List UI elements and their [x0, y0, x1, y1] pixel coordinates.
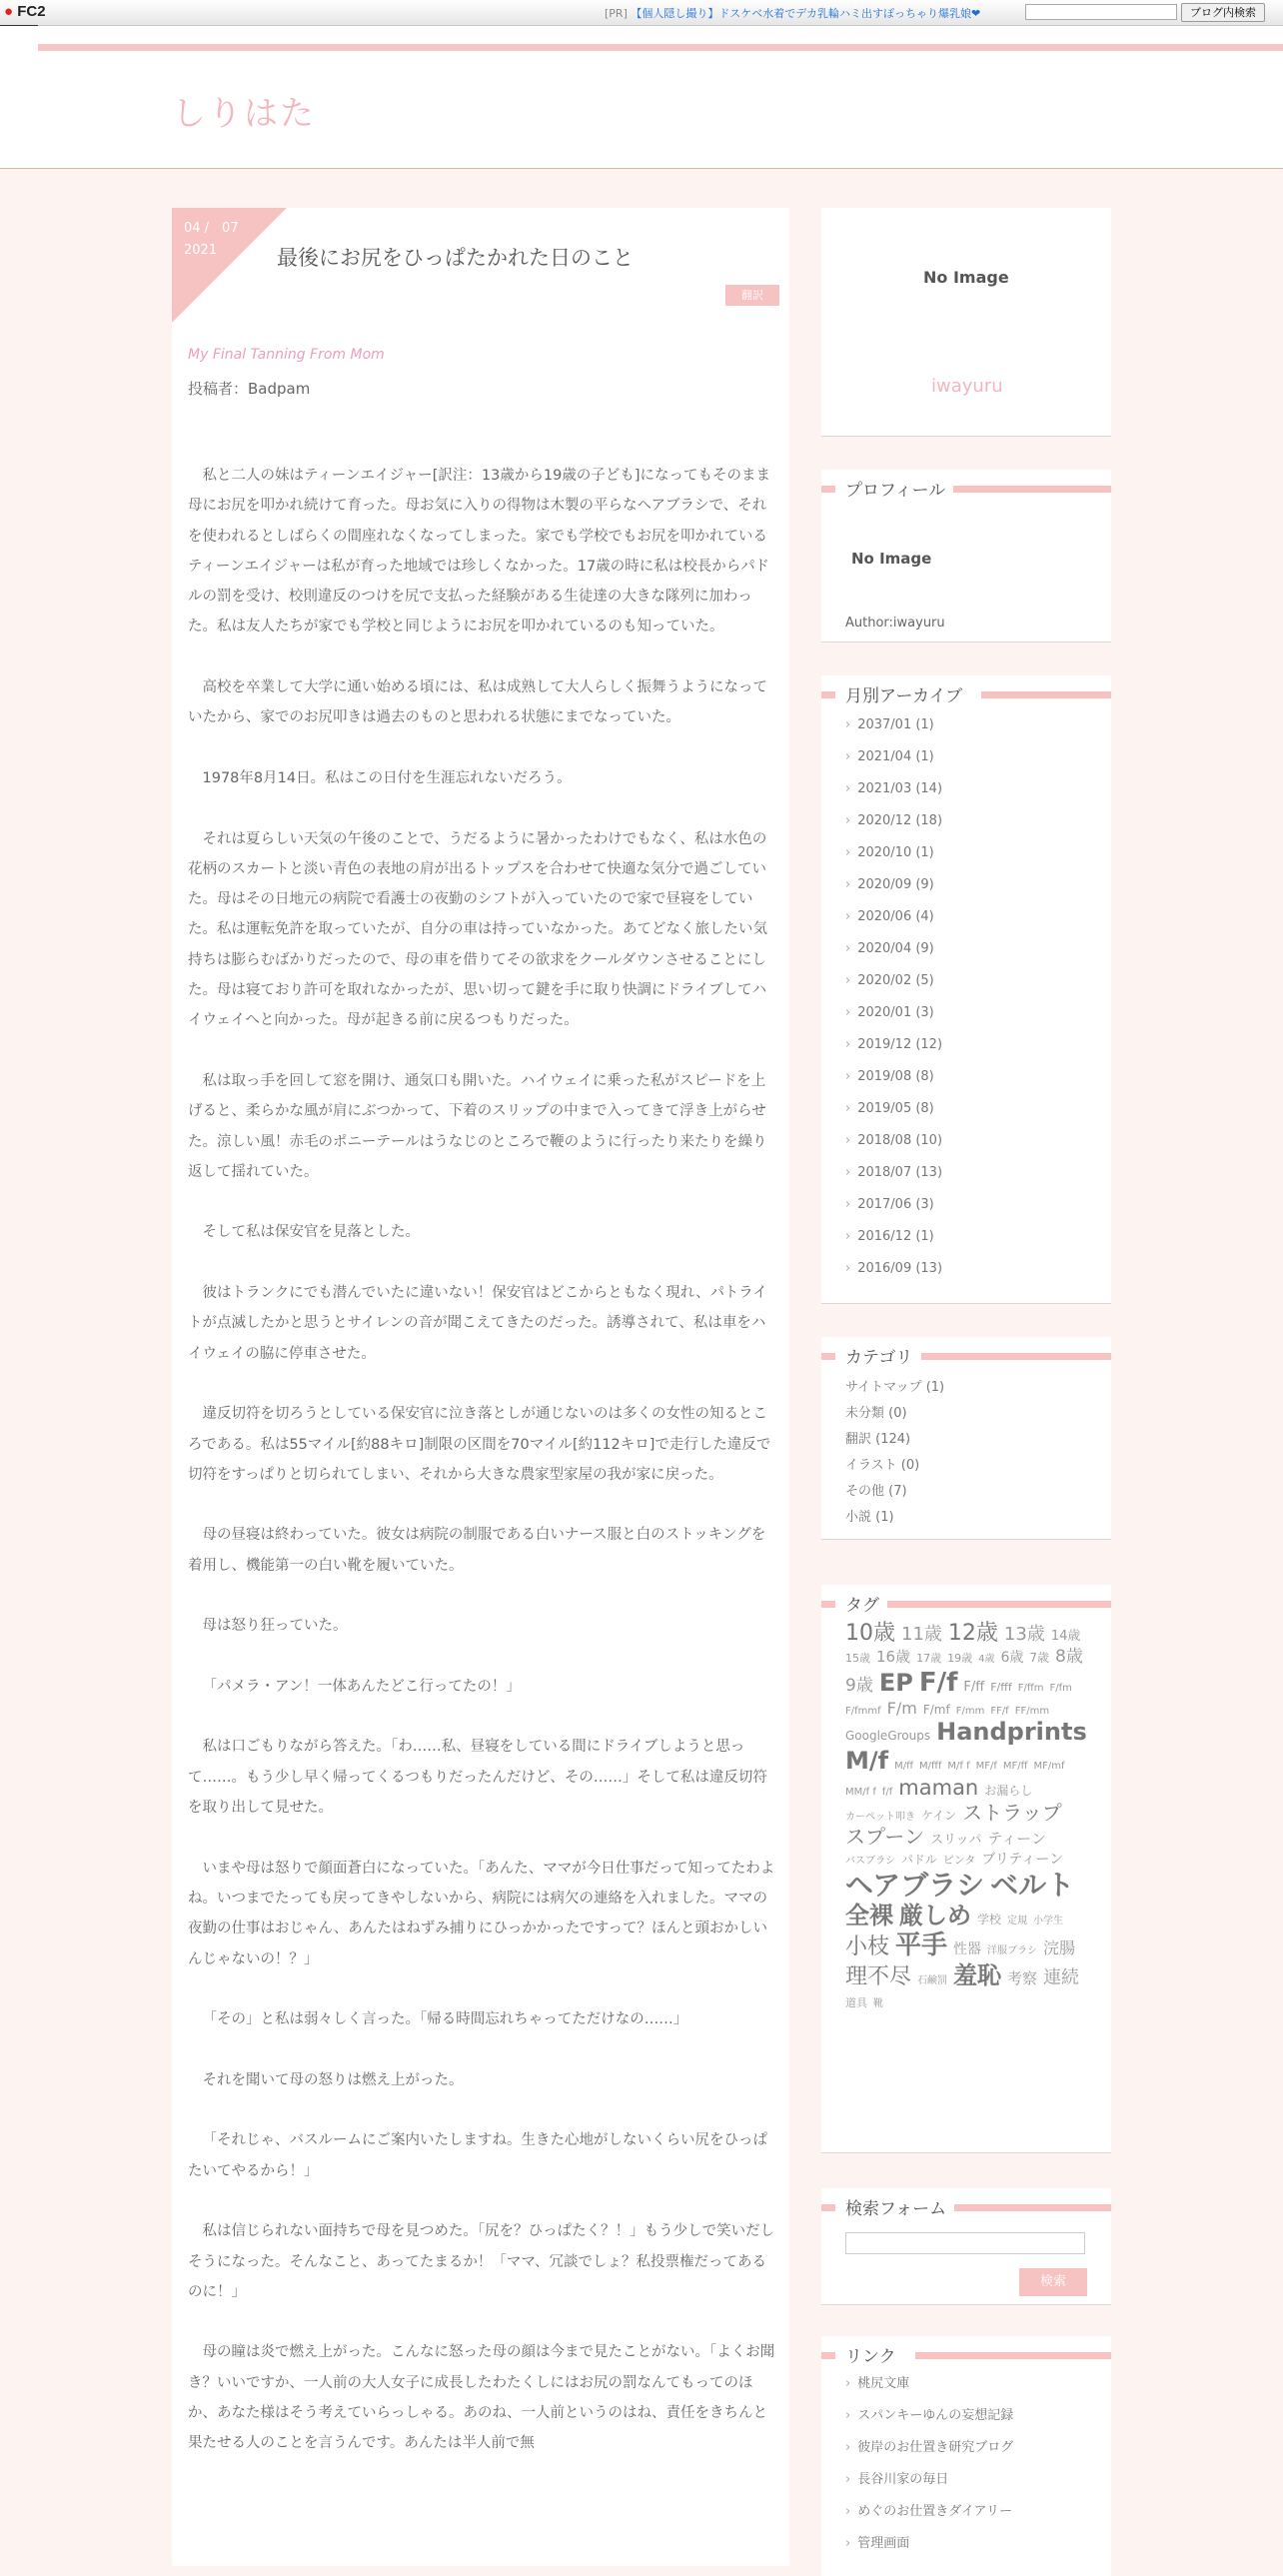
archive-widget	[821, 675, 1111, 1304]
tag-link[interactable]: F/ff	[963, 1679, 985, 1695]
tag-link[interactable]: MF/f	[975, 1760, 997, 1772]
tag-link[interactable]: F/f	[918, 1667, 958, 1698]
category-item[interactable]: その他 (7)	[845, 1484, 907, 1499]
tag-link[interactable]: 学校	[977, 1913, 1002, 1928]
post-paragraph: 私は信じられない面持ちで母を見つめた。「尻を？ひっぱたく？！」もう少しで笑いだしそうになった。そんなこと、あってたまるか！「ママ、冗談でしょ？私投票権だってあるのに！」	[188, 2223, 775, 2300]
search-input[interactable]	[845, 2232, 1085, 2254]
archive-item[interactable]: › 2020/10 (1)	[845, 837, 942, 869]
tag-link[interactable]: 13歳	[1003, 1624, 1045, 1645]
tag-link[interactable]: MF/ff	[1002, 1760, 1028, 1772]
post-paragraph: 私は口ごもりながら答えた。「わ……私、昼寝をしている間にドライブしようと思って……。もう少し早く帰ってくるつもりだったんだけど、その……」そして私は違反切符を取り出して見せた。	[188, 1739, 767, 1817]
post-title[interactable]: 最後にお尻をひっぱたかれた日のこと	[277, 246, 634, 270]
link-item[interactable]: › スパンキーゆんの妄想記録	[845, 2400, 1013, 2432]
fc2-search-input[interactable]	[1025, 4, 1177, 20]
tag-link[interactable]: F/fm	[1049, 1682, 1072, 1694]
archive-item[interactable]: › 2019/08 (8)	[845, 1061, 942, 1093]
tag-link[interactable]: 定規	[1007, 1916, 1028, 1928]
tag-link[interactable]: 考察	[1007, 1969, 1038, 1988]
category-list	[845, 1375, 944, 1531]
tag-link[interactable]: 小学生	[1033, 1916, 1064, 1928]
archive-item[interactable]: › 2017/06 (3)	[845, 1189, 942, 1221]
post-paragraph: 母の昼寝は終わっていた。彼女は病院の制服である白いナース服と白のストッキングを着用し、機能第一の白い靴を履いていた。	[188, 1527, 766, 1574]
tag-link[interactable]: ティーン	[987, 1829, 1046, 1848]
tag-title: タグ	[845, 1591, 887, 1616]
english-title: My Final Tanning From Mom	[188, 347, 385, 363]
profile-no-image: No Image	[851, 550, 932, 568]
search-widget	[821, 2188, 1111, 2305]
tag-link[interactable]: F/mf	[922, 1702, 950, 1717]
tag-link[interactable]: GoogleGroups	[845, 1729, 931, 1744]
tag-link[interactable]: 石鹸罰	[917, 1975, 948, 1987]
post-paragraph: 私は取っ手を回して窓を開け、通気口も開いた。ハイウェイに乗った私がスピードを上げると、柔らかな風が肩にぶつかって、下着のスリップの中まで入ってきて浮き上がらせた。涼しい風！赤毛のポニーテールはうなじのところで鞭のように行ったり来たりを繰り返して揺れていた。	[188, 1072, 767, 1180]
post-body	[188, 461, 775, 2489]
post-paragraph: いまや母は怒りで顔面蒼白になっていた。「あんた、ママが今日仕事だって知ってたわよね。いつまでたっても戻ってきやしないから、病院には病欠の連絡を入れました。ママの夜勤の仕事はおじゃん、あんたはねずみ捕りにひっかかったですって？ほんと頭おかしいんじゃないの！？」	[188, 1860, 775, 1967]
archive-item[interactable]: › 2018/07 (13)	[845, 1157, 942, 1189]
tag-link[interactable]: M/fff	[918, 1760, 942, 1772]
post-paragraph: 私と二人の妹はティーンエイジャー[訳注：13歳から19歳の子ども]になってもそのまま母にお尻を叩かれ続けて育った。母お気に入りの得物は木製の平らなヘアブラシで、それを使われるとしばらくの間座れなくなってしまった。家でも学校でもお尻を叩かれているティーンエイジャーは私が育った地域では珍しくなかった。17歳の時に私は校長からパドルの罰を受け、校則違反のつけを尻で支払った経験がある生徒達の大きな隊列に加わった。私は友人たちが家でも学校と同じようにお尻を叩かれているのも知っていた。	[188, 468, 770, 636]
article	[172, 208, 789, 2566]
tag-link[interactable]: M/f	[845, 1746, 889, 1775]
tag-link[interactable]: 羞恥	[953, 1961, 1002, 1990]
tag-link[interactable]: 連続	[1043, 1967, 1080, 1989]
archive-title: 月別アーカイブ	[845, 681, 970, 706]
tag-link[interactable]: 10歳	[845, 1621, 895, 1646]
tag-link[interactable]: 17歳	[916, 1652, 942, 1666]
tag-link[interactable]: ベルト	[990, 1868, 1075, 1902]
tag-link[interactable]: Handprints	[936, 1718, 1087, 1747]
tag-link[interactable]: FF/f	[990, 1705, 1009, 1717]
archive-list	[845, 709, 942, 1285]
tag-link[interactable]: F/m	[886, 1698, 917, 1718]
tag-link[interactable]: ケイン	[921, 1808, 957, 1823]
link-item[interactable]: › 管理画面	[845, 2528, 1013, 2560]
tag-link[interactable]: 厳しめ	[899, 1902, 971, 1931]
tag-link[interactable]: バスブラシ	[845, 1855, 895, 1867]
tag-link[interactable]: FF/mm	[1014, 1705, 1050, 1717]
category-title: カテゴリ	[845, 1343, 920, 1368]
fc2-toolbar	[0, 0, 1283, 26]
post-paragraph: それを聞いて母の怒りは燃え上がった。	[202, 2071, 464, 2088]
tag-link[interactable]: maman	[898, 1775, 979, 1800]
search-button[interactable]: 検索	[1019, 2268, 1087, 2296]
post-paragraph: 「パメラ・アン！一体あんたどこ行ってたの！」	[202, 1678, 521, 1695]
tag-link[interactable]: 9歳	[845, 1675, 873, 1696]
archive-item[interactable]: › 2020/01 (3)	[845, 997, 942, 1029]
tag-link[interactable]: 道具	[845, 1995, 867, 2009]
tag-link[interactable]: 14歳	[1050, 1629, 1081, 1644]
tag-link[interactable]: ピンタ	[942, 1853, 976, 1867]
tag-link[interactable]: MM/f f	[845, 1786, 876, 1798]
archive-item[interactable]: › 2019/12 (12)	[845, 1029, 942, 1061]
site-title[interactable]: しりはた	[172, 94, 316, 134]
profile-author: Author:iwayuru	[845, 616, 945, 631]
tag-link[interactable]: スリッパ	[930, 1832, 982, 1848]
post-paragraph: 「それじゃ、バスルームにご案内いたしますね。生きた心地がしないくらい尻をひっぱたいてやるから！」	[188, 2132, 767, 2179]
blog-search-button[interactable]: ブログ内検索	[1181, 3, 1265, 22]
post-paragraph: 違反切符を切ろうとしている保安官に泣き落としが通じないのは多くの女性の知るところである。私は55マイル[約88キロ]制限の区間を70マイル[約112キロ]で走行した違反で切符をすっぱりと切られてしまい、それから大きな農家型家屋の我が家に戻った。	[188, 1406, 771, 1483]
tag-link[interactable]: 8歳	[1055, 1647, 1083, 1668]
tag-link[interactable]: f/f	[881, 1786, 893, 1798]
links-list	[845, 2368, 1013, 2560]
tag-link[interactable]: 7歳	[1029, 1651, 1050, 1666]
link-item[interactable]: › 彼岸のお仕置き研究ブログ	[845, 2432, 1013, 2464]
archive-item[interactable]: › 2020/02 (5)	[845, 965, 942, 997]
tag-link[interactable]: 浣腸	[1043, 1938, 1076, 1958]
tag-link[interactable]: 12歳	[947, 1621, 998, 1646]
tag-link[interactable]: EP	[878, 1668, 913, 1697]
post-paragraph: 母は怒り狂っていた。	[202, 1618, 348, 1635]
archive-item[interactable]: › 2016/12 (1)	[845, 1221, 942, 1253]
tag-link[interactable]: M/ff	[894, 1760, 913, 1772]
archive-item[interactable]: › 2020/09 (9)	[845, 869, 942, 901]
tag-link[interactable]: ブリティーン	[981, 1851, 1064, 1868]
category-item[interactable]: 小説 (1)	[845, 1510, 894, 1525]
tag-link[interactable]: 平手	[895, 1931, 948, 1961]
tag-link[interactable]: 靴	[873, 1997, 883, 2009]
post-paragraph: 1978年8月14日。私はこの日付を生涯忘れないだろう。	[202, 769, 572, 786]
post-paragraph: そして私は保安官を見落とした。	[202, 1224, 420, 1241]
category-item[interactable]: イラスト (0)	[845, 1458, 920, 1473]
post-paragraph: 高校を卒業して大学に通い始める頃には、私は成熟して大人らしく振舞うようになっていたから、家でのお尻叩きは過去のものと思われる状態にまでなっていた。	[188, 679, 767, 726]
tag-link[interactable]: 理不尽	[845, 1964, 912, 1990]
archive-item[interactable]: › 2020/12 (18)	[845, 805, 942, 837]
archive-item[interactable]: › 2037/01 (1)	[845, 709, 942, 741]
category-item[interactable]: サイトマップ (1)	[845, 1380, 945, 1395]
profile-widget	[821, 470, 1111, 643]
category-widget	[821, 1337, 1111, 1540]
category-badge[interactable]: 翻訳	[725, 285, 779, 306]
tag-link[interactable]: 11歳	[901, 1624, 942, 1645]
tag-link[interactable]: F/fff	[990, 1680, 1012, 1694]
tag-link[interactable]: 洋服ブラシ	[987, 1945, 1038, 1957]
category-item[interactable]: 翻訳 (124)	[845, 1432, 911, 1447]
tag-link[interactable]: ストラップ	[962, 1800, 1062, 1825]
archive-item[interactable]: › 2016/09 (13)	[845, 1253, 942, 1285]
tag-link[interactable]: F/ffm	[1017, 1682, 1044, 1694]
no-image: No Image	[923, 268, 1009, 287]
tag-link[interactable]: カーペット叩き	[845, 1811, 915, 1823]
poster: 投稿者：Badpam	[188, 380, 311, 398]
header-stripe	[38, 44, 1283, 51]
tag-link[interactable]: パドル	[901, 1852, 937, 1867]
fc2-pr-link[interactable]: [PR] 【個人隠し撮り】ドスケベ水着でデカ乳輪ハミ出すぽっちゃり爆乳娘❤	[605, 7, 981, 20]
tag-link[interactable]: お漏らし	[984, 1783, 1033, 1798]
top-image-widget	[821, 208, 1111, 437]
links-title: リンク	[845, 2342, 904, 2367]
link-item[interactable]: › 桃尻文庫	[845, 2368, 1013, 2400]
fc2-logo[interactable]: ● FC2	[4, 3, 46, 20]
blog-owner-name[interactable]: iwayuru	[931, 376, 1003, 397]
tag-link[interactable]: F/mm	[955, 1705, 985, 1717]
tag-cloud	[845, 1621, 1095, 2010]
post-date: 04 / 07 2021	[184, 221, 239, 258]
tag-link[interactable]: 15歳	[845, 1652, 870, 1666]
profile-title: プロフィール	[845, 476, 953, 501]
archive-item[interactable]: › 2020/06 (4)	[845, 901, 942, 933]
category-item[interactable]: 未分類 (0)	[845, 1406, 907, 1421]
tag-link[interactable]: 16歳	[876, 1648, 911, 1667]
tag-link[interactable]: 4歳	[978, 1654, 995, 1666]
archive-item[interactable]: › 2019/05 (8)	[845, 1093, 942, 1125]
tag-link[interactable]: 性器	[953, 1941, 982, 1958]
archive-item[interactable]: › 2020/04 (9)	[845, 933, 942, 965]
tag-link[interactable]: 小枝	[845, 1934, 890, 1960]
tag-link[interactable]: MF/mf	[1033, 1760, 1065, 1772]
link-item[interactable]: › 長谷川家の毎日	[845, 2464, 1013, 2496]
post-paragraph: 母の瞳は炎で燃え上がった。こんなに怒った母の顔は今まで見たことがない。「よくお聞き？いいですか、一人前の大人女子に成長したわたくしにはお尻の罰なんてもってのほか、あなた様はそう考えていらっしゃる。あのね、一人前というのはね、責任をきちんと果たせる人のことを言うんです。あんたは半人前で無	[188, 2344, 775, 2452]
archive-item[interactable]: › 2021/03 (14)	[845, 773, 942, 805]
post-paragraph: 「その」と私は弱々しく言った。「帰る時間忘れちゃってただけなの……」	[202, 2011, 688, 2028]
tag-link[interactable]: M/f f	[947, 1760, 970, 1772]
archive-item[interactable]: › 2018/08 (10)	[845, 1125, 942, 1157]
site-header	[0, 26, 1283, 169]
links-widget	[821, 2336, 1111, 2576]
tag-link[interactable]: 全裸	[845, 1902, 893, 1931]
link-item[interactable]: › めぐのお仕置きダイアリー	[845, 2496, 1013, 2528]
post-paragraph: 彼はトランクにでも潜んでいたに違いない！保安官はどこからともなく現れ、パトライトが点滅したかと思うとサイレンの音が聞こえてきたのだった。誘導されて、私は車をハイウェイの脇に停車させた。	[188, 1285, 767, 1362]
tag-link[interactable]: 19歳	[947, 1652, 973, 1666]
tag-link[interactable]: 6歳	[1000, 1650, 1024, 1667]
tag-link[interactable]: ヘアブラシ	[845, 1868, 985, 1902]
search-title: 検索フォーム	[845, 2194, 954, 2219]
tag-link[interactable]: スプーン	[845, 1824, 924, 1849]
post-paragraph: それは夏らしい天気の午後のことで、うだるように暑かったわけでもなく、私は水色の花柄のスカートと淡い青色の表地の肩が出るトップスを合わせて快適な気分で過ごしていた。母はその日地元の病院で看護士の夜勤のシフトが入っていたので家で昼寝をしていた。私は運転免許を取っていたが、自分の車は持っていなかった。あてどなく旅したい気持ちは膨らむばかりだったので、母の車を借りてその欲求をクールダウンさせることにした。母は寝ており許可を取れなかったが、思い切って鍵を手に取り快調にドライブしてハイウェイへと向かった。母が起きる前に戻るつもりだった。	[188, 830, 767, 1029]
tag-link[interactable]: F/fmmf	[845, 1705, 881, 1717]
tag-widget	[821, 1585, 1111, 2153]
archive-item[interactable]: › 2021/04 (1)	[845, 741, 942, 773]
